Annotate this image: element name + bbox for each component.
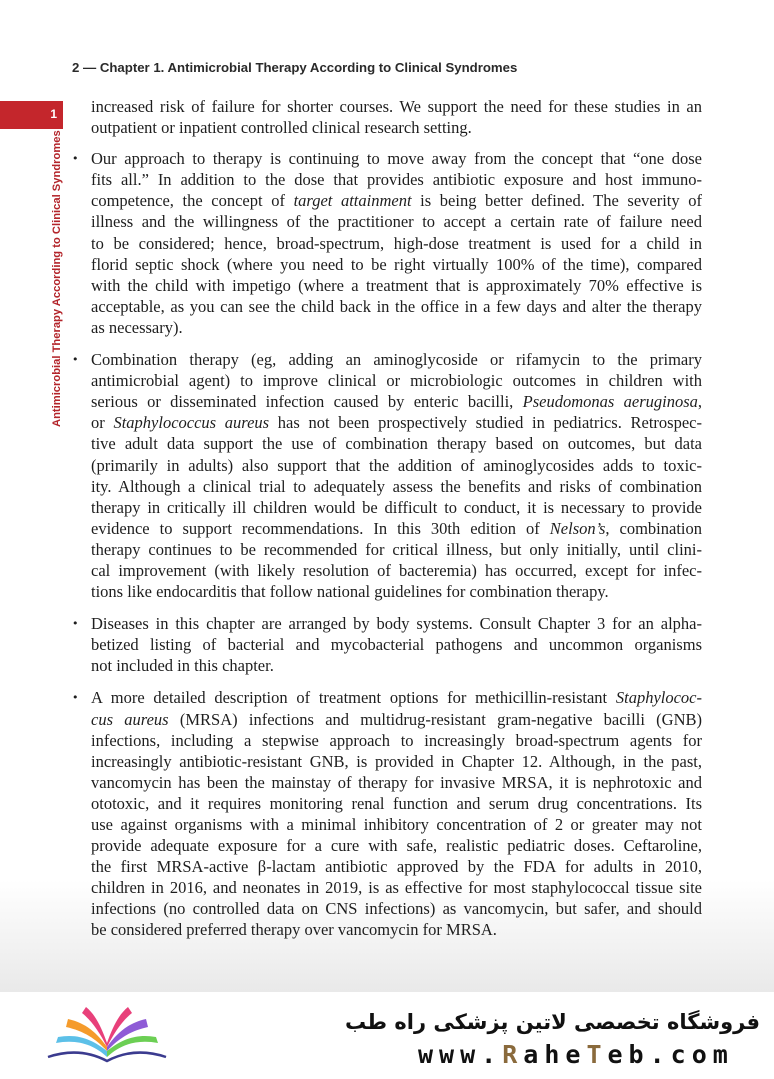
bullet-marker: • [72,353,79,367]
text-line: ototoxic, and it requires monitoring renal function and serum drug concentrations. Its [91,793,702,813]
text-line: to be considered; hence, broad-spectrum, high-dose treatment is used for a child in [91,233,702,253]
chapter-tab-number: 1 [50,107,57,121]
text-line: therapy continues to be recommended for critical illness, but only initially, until clini- [91,539,702,559]
text-line: the first MRSA-active β-lactam antibiotic approved by the FDA for adults in 2010, [91,857,702,877]
store-name: فروشگاه تخصصی لاتین پزشکی راه طب [345,1010,760,1034]
bullet-item [72,687,702,940]
text-line: vancomycin has been the mainstay of therapy for invasive MRSA, it is nephrotoxic and [91,772,702,792]
text-line: provide adequate exposure for a cure with safe, realistic pediatric doses. Ceftaroline, [91,836,702,856]
bullet-marker: • [72,691,79,705]
text-line: acceptable, as you can see the child back in the office in a few days and alter the therapy [91,296,702,316]
text-line: with the child with impetigo (where a treatment that is approximately 70% effective is [91,275,702,295]
text-line: Combination therapy (eg, adding an aminoglycoside or rifamycin to the primary [91,350,702,370]
text-line: fits all.” In addition to the dose that provides antibiotic exposure and host immuno- [91,170,702,190]
text-line: competence, the concept of target attainment is being better defined. The severity of [91,191,702,211]
text-line: infections (no controlled data on CNS infections) as vancomycin, but safer, and should [91,899,702,919]
text-line: children in 2016, and neonates in 2019, is as effective for most staphylococcal tissue site [91,878,702,898]
bullet-item [72,148,702,338]
text-line: or Staphylococcus aureus has not been prospectively studied in pediatrics. Retrospec- [91,413,702,433]
text-line: tions like endocarditis that follow national guidelines for combination therapy. [91,582,609,602]
text-line: betized listing of bacterial and mycobacterial pathogens and uncommon organisms [91,635,702,655]
bullet-marker: • [72,152,79,166]
text-line: be considered preferred therapy over vancomycin for MRSA. [91,920,497,940]
bullet-list [72,148,703,940]
side-running-title: Antimicrobial Therapy According to Clinical Syndromes [51,130,63,427]
text-line: increasingly antibiotic-resistant GNB, is provided in Chapter 12. Although, in the past, [91,751,702,771]
text-line: tive adult data support the use of combination therapy based on outcomes, but data [91,434,702,454]
text-line: antimicrobial agent) to improve clinical or microbiologic outcomes in children with [91,371,702,391]
website-url[interactable]: www.RaheTeb.com [418,1040,734,1069]
text-line: infections, including a stepwise approach to increasingly broad-spectrum agents for [91,730,702,750]
bullet-item [72,349,703,602]
bullet-item [72,613,702,676]
text-line: not included in this chapter. [91,656,274,676]
text-line: Our approach to therapy is continuing to move away from the concept that “one dose [91,149,702,169]
text-line: use against organisms with a minimal inhibitory concentration of 2 or greater may not [91,815,702,834]
text-line: cal improvement (with likely resolution of bacteremia) has occurred, except for infec- [91,560,702,580]
running-head: 2 — Chapter 1. Antimicrobial Therapy According to Clinical Syndromes [72,60,518,75]
body-text [72,96,703,952]
chapter-tab [0,101,63,129]
text-line: increased risk of failure for shorter courses. We support the need for these studies in an [91,97,702,116]
book-logo-icon [42,1005,172,1065]
continued-paragraph [91,96,702,138]
text-line: ity. Although a clinical trial to adequately assess the benefits and risks of combination [91,476,702,496]
text-line: therapy in critically ill children would be difficult to conduct, it is necessary to provide [91,497,702,517]
text-line: cus aureus (MRSA) infections and multidrug-resistant gram-negative bacilli (GNB) [91,709,702,729]
text-line: florid septic shock (where you need to be right virtually 100% of the time), compared [91,254,702,274]
bullet-marker: • [72,617,79,631]
text-line: as necessary). [91,317,183,337]
text-line: evidence to support recommendations. In this 30th edition of Nelson’s, combination [91,518,703,538]
text-line: outpatient or inpatient controlled clinical research setting. [91,118,472,138]
text-line: illness and the willingness of the practitioner to accept a certain rate of failure need [91,212,702,232]
text-line: Diseases in this chapter are arranged by body systems. Consult Chapter 3 for an alpha- [91,614,702,634]
text-line: serious or disseminated infection caused by enteric bacilli, Pseudomonas aeruginosa, [91,392,702,412]
text-line: A more detailed description of treatment options for methicillin-resistant Staphylococ- [91,688,702,708]
text-line: (primarily in adults) also support that the addition of aminoglycosides adds to toxic- [91,455,702,475]
